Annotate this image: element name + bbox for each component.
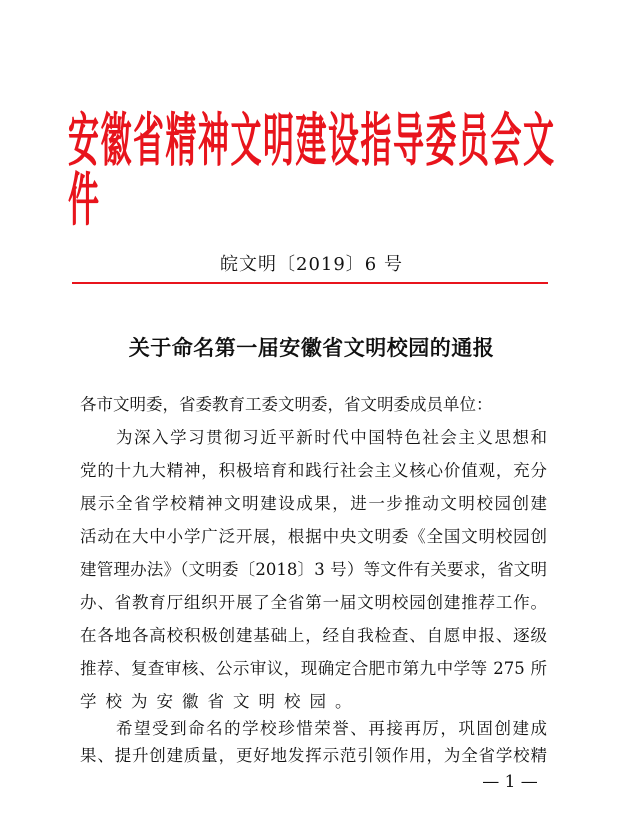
issuer-title: 安徽省精神文明建设指导委员会文件 (68, 108, 554, 235)
body-line: 希望受到命名的学校珍惜荣誉、再接再厉，巩固创建成 (116, 719, 547, 738)
document-heading: 关于命名第一届安徽省文明校园的通报 (128, 335, 495, 360)
body-line: 推荐、复查审核、公示审议，现确定合肥市第九中学等 275 所 (80, 659, 547, 678)
page-number: — 1 — (482, 772, 538, 792)
body-line: 办、省教育厅组织开展了全省第一届文明校园创建推荐工作。 (80, 593, 547, 612)
body-line: 在各地各高校积极创建基础上，经自我检查、自愿申报、逐级 (80, 626, 547, 645)
body-line: 学校为安徽省文明校园。 (80, 692, 361, 711)
body-line: 展示全省学校精神文明建设成果，进一步推动文明校园创建 (80, 494, 547, 513)
body-line: 党的十九大精神，积极培育和践行社会主义核心价值观，充分 (80, 461, 547, 480)
salutation: 各市文明委，省委教育工委文明委，省文明委成员单位： (80, 395, 493, 414)
body-line: 活动在大中小学广泛开展，根据中央文明委《全国文明校园创 (80, 527, 547, 546)
body-line: 果、提升创建质量，更好地发挥示范引领作用，为全省学校精 (80, 746, 547, 765)
body-line: 建管理办法》（文明委〔2018〕3 号）等文件有关要求，省文明 (80, 560, 547, 579)
red-divider (72, 282, 548, 284)
body-line: 为深入学习贯彻习近平新时代中国特色社会主义思想和 (116, 428, 547, 447)
document-number: 皖文明〔2019〕6 号 (220, 254, 403, 275)
